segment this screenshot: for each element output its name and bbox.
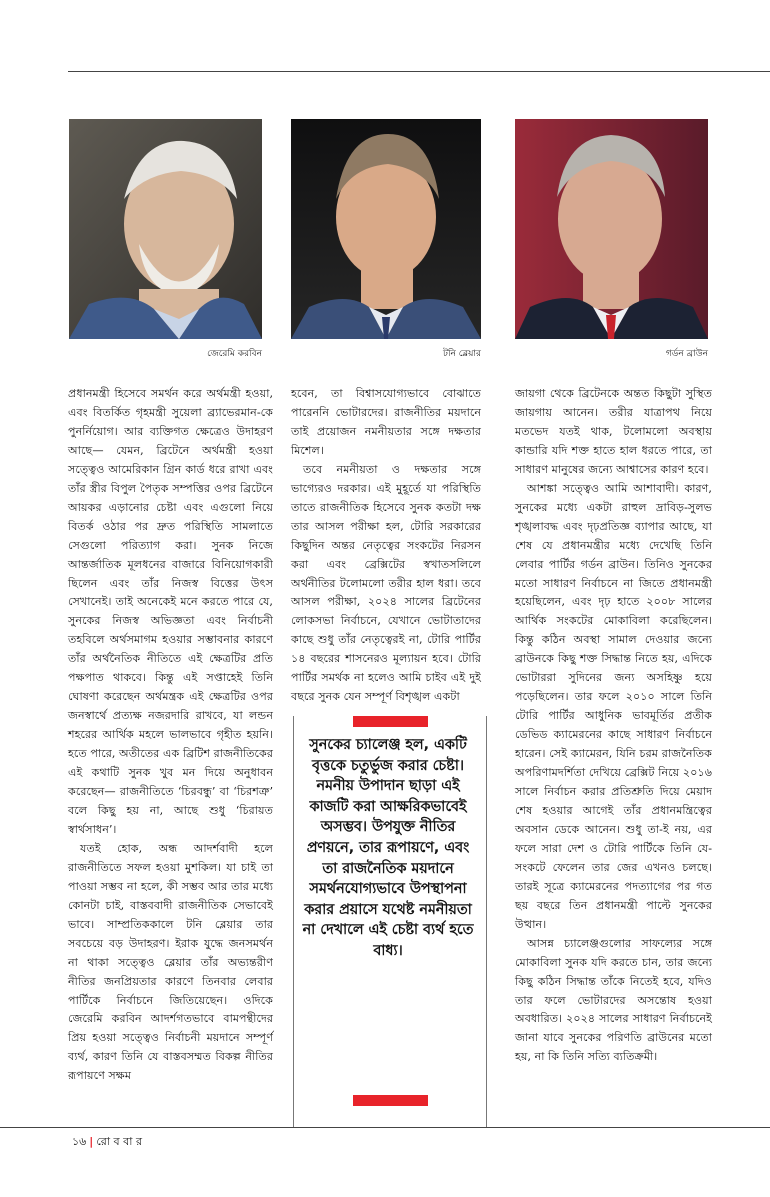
page-number: ১৬: [72, 1135, 87, 1148]
paragraph: আশঙ্কা সত্ত্বেও আমি আশাবাদী। কারণ, সুনকের মধ্যে একটা রাহুল দ্রাবিড়-সুলভ শৃঙ্খলাবদ্ধ এবং দৃঢ়প্রতিজ্ঞ ব্যাপার আছে, যা শেষ যে প্রধানমন্ত্রীর মধ্যে দেখেছি তিনি লেবার পার্টির গর্ডন ব্রাউন। তিনিও সুনকের মতো সাধারণ নির্বাচনে না জিতে প্রধানমন্ত্রী হয়েছিলেন, এবং দৃঢ় হাতে ২০০৮ সালের আর্থিক সংকটের মোকাবিলা করেছিলেন। কিন্তু কঠিন অবস্থা সামাল দেওয়ার জন্যে ব্রাউনকে কিছু শক্ত সিদ্ধান্ত নিতে হয়, এদিকে ভোটাররা সুদিনের জন্য অসহিষ্ণু হয়ে পড়েছিলেন। তার ফলে ২০১০ সালে তিনি টোরি পার্টির আধুনিক ভাবমূর্তির প্রতীক ডেভিড ক্যামেরনের কাছে সাধারণ নির্বাচনে হারেন। সেই ক্যামেরন, যিনি চরম রাজনৈতিক অপরিণামদর্শিতা দেখিয়ে ব্রেক্সিট নিয়ে ২০১৬ সালে নির্বাচন করার প্রতিশ্রুতি দিয়ে মেয়াদ শেষ হওয়ার আগেই তাঁর প্রধানমন্ত্রিত্বের অবসান ডেকে আনেন। শুধু তা-ই নয়, এর ফলে সারা দেশ ও টোরি পার্টিকে তিনি যে-সংকটে ফেলেন তার জের এখনও চলছে। তারই সূত্রে ক্যামেরনের পদত্যাগের পর গত ছয় বছরে তিন প্রধানমন্ত্রী পাল্টে সুনকের উত্থান।: [515, 481, 712, 931]
footer-folio: [72, 1133, 142, 1152]
article-column-3: [515, 385, 712, 1067]
column-divider: [486, 716, 487, 1127]
folio-separator: |: [89, 1135, 94, 1148]
photo-gordon-brown: [515, 119, 708, 339]
top-rule: [68, 71, 770, 72]
caption-tony-blair: টনি ব্লেয়ার: [443, 349, 481, 359]
photo-tony-blair: [291, 119, 481, 339]
paragraph: প্রধানমন্ত্রী হিসেবে সমর্থন করে অর্থমন্ত্রী হওয়া, এবং বিতর্কিত গৃহমন্ত্রী সুয়েলা ব্র্যাভেরমান-কে পুনর্নিয়োগ। আর ব্যক্তিগত ক্ষেত্রেও উদাহরণ আছে— যেমন, ব্রিটেনে অর্থমন্ত্রী হওয়া সত্ত্বেও আমেরিকান গ্রিন কার্ড ধরে রাখা এবং তাঁর স্ত্রীর বিপুল পৈতৃক সম্পত্তির ওপর ব্রিটেনে আয়কর এড়ানোর চেষ্টা এবং এগুলো নিয়ে বিতর্ক ওঠার পর দ্রুত পরিস্থিতি সামলাতে সেগুলো পরিত্যাগ করা। সুনক নিজে আন্তর্জাতিক মূলধনের বাজারে বিনিয়োগকারী ছিলেন এবং তাঁর নিজস্ব বিত্তের উৎস সেখানেই। তাই অনেকেই মনে করতে পারে যে, সুনকের নিজস্ব অভিজ্ঞতা এবং নির্বাচনী তহবিলে অর্থসমাগম হওয়ার সম্ভাবনার কারণে তাঁর অর্থনৈতিক নীতিতে এই ক্ষেত্রটির প্রতি পক্ষপাত থাকবে। কিন্তু এই সপ্তাহেই তিনি ঘোষণা করেছেন অর্থমন্ত্রক এই ক্ষেত্রটির ওপর জনস্বার্থে প্রত্যক্ষ নজরদারি রাখবে, যা লন্ডন শহরের আর্থিক মহলে ভালভাবে গৃহীত হয়নি। হতে পারে, অতীতের এক ব্রিটিশ রাজনীতিকের এই কথাটি সুনক খুব মন দিয়ে অনুধাবন করেছেন— রাজনীতিতে ‘চিরবন্ধু’ বা ‘চিরশত্রু’ বলে কিছু হয় না, আছে শুধু ‘চিরায়ত স্বার্থসাধন’।: [68, 387, 273, 836]
pull-quote-top-bar: [353, 716, 428, 727]
paragraph: আসন্ন চ্যালেঞ্জগুলোর সাফল্যের সঙ্গে মোকাবিলা সুনক যদি করতে চান, তার জন্যে কিছু কঠিন সিদ্ধান্ত তাঁকে নিতেই হবে, যদিও তার ফলে ভোটারদের অসন্তোষ হওয়া অবধারিত। ২০২৪ সালের সাধারণ নির্বাচনেই জানা যাবে সুনকের পরিণতি ব্রাউনের মতো হয়, না কি তিনি সত্যি ব্যতিক্রমী।: [515, 936, 712, 1064]
caption-gordon-brown: গর্ডন ব্রাউন: [665, 349, 708, 359]
bottom-rule: [0, 1127, 770, 1128]
paragraph: জায়গা থেকে ব্রিটেনকে অন্তত কিছুটা সুস্থিত জায়গায় আনেন। তরীর যাত্রাপথ নিয়ে মতভেদ যতই থাক, টলোমলো অবস্থায় কান্ডারি যদি শক্ত হাতে হাল ধরতে পারে, তা সাধারণ মানুষের জন্যে আশ্বাসের কারণ হবে।: [515, 387, 712, 476]
article-column-2: [291, 385, 481, 707]
pull-quote-bottom-bar: [353, 1095, 428, 1106]
pull-quote: সুনকের চ্যালেঞ্জ হল, একটি বৃত্তকে চতুর্ভুজ করার চেষ্টা। নমনীয় উপাদান ছাড়া এই কাজটি করা আক্ষরিকভাবেই অসম্ভব। উপযুক্ত নীতির প্রণয়নে, তার রূপায়ণে, এবং তা রাজনৈতিক ময়দানে সমর্থনযোগ্যভাবে উপস্থাপনা করার প্রয়াসে যথেষ্ট নমনীয়তা না দেখালে এই চেষ্টা ব্যর্থ হতে বাধ্য।: [302, 737, 474, 959]
photo-jeremy-corbyn: [69, 119, 262, 339]
column-divider: [293, 716, 294, 1127]
article-column-1: [68, 385, 273, 1086]
paragraph: তবে নমনীয়তা ও দক্ষতার সঙ্গে ভাগ্যেরও দরকার। এই মুহূর্তে যা পরিস্থিতি তাতে রাজনীতিক হিসেবে সুনক কতটা দক্ষ তার আসল পরীক্ষা হল, টোরি সরকারের কিছুদিন অন্তর নেতৃত্বের সংকটের নিরসন করা এবং ব্রেক্সিটের স্বখাতসলিলে অর্থনীতির টলোমলো তরীর হাল ধরা। তবে আসল পরীক্ষা, ২০২৪ সালের ব্রিটেনের লোকসভা নির্বাচনে, যেখানে ভোটাতাদের কাছে শুধু তাঁর নেতৃত্বেরই না, টোরি পার্টির ১৪ বছরের শাসনেরও মূল্যায়ন হবে। টোরি পার্টির সমর্থক না হলেও আমি চাইব এই দুই বছরে সুনক যেন সম্পূর্ণ বিশৃঙ্খল একটা: [291, 462, 481, 704]
paragraph: হবেন, তা বিশ্বাসযোগ্যভাবে বোঝাতে পারেননি ভোটারদের। রাজনীতির ময়দানে তাই প্রয়োজন নমনীয়তার সঙ্গে দক্ষতার মিশেল।: [291, 387, 481, 457]
caption-jeremy-corbyn: জেরেমি করবিন: [207, 349, 262, 359]
magazine-name: রো ব বা র: [96, 1135, 143, 1148]
paragraph: যতই হোক, অন্ধ আদর্শবাদী হলে রাজনীতিতে সফল হওয়া মুশকিল। যা চাই তা পাওয়া সম্ভব না হলে, কী সম্ভব আর তার মধ্যে কোনটা চাই, বাস্তববাদী রাজনীতিক সেভাবেই ভাবে। সাম্প্রতিককালে টনি ব্লেয়ার তার সবচেয়ে বড় উদাহরণ। ইরাক যুদ্ধে জনসমর্থন না থাকা সত্ত্বেও ব্লেয়ার তাঁর অভ্যন্তরীণ নীতির জনপ্রিয়তার কারণে তিনবার লেবার পার্টিকে নির্বাচনে জিতিয়েছেন। ওদিকে জেরেমি করবিন আদর্শগতভাবে বামপন্থীদের প্রিয় হওয়া সত্ত্বেও নির্বাচনী ময়দানে সম্পূর্ণ ব্যর্থ, কারণ তিনি যে বাস্তবসম্মত বিকল্প নীতির রূপায়ণে সক্ষম: [68, 841, 273, 1083]
